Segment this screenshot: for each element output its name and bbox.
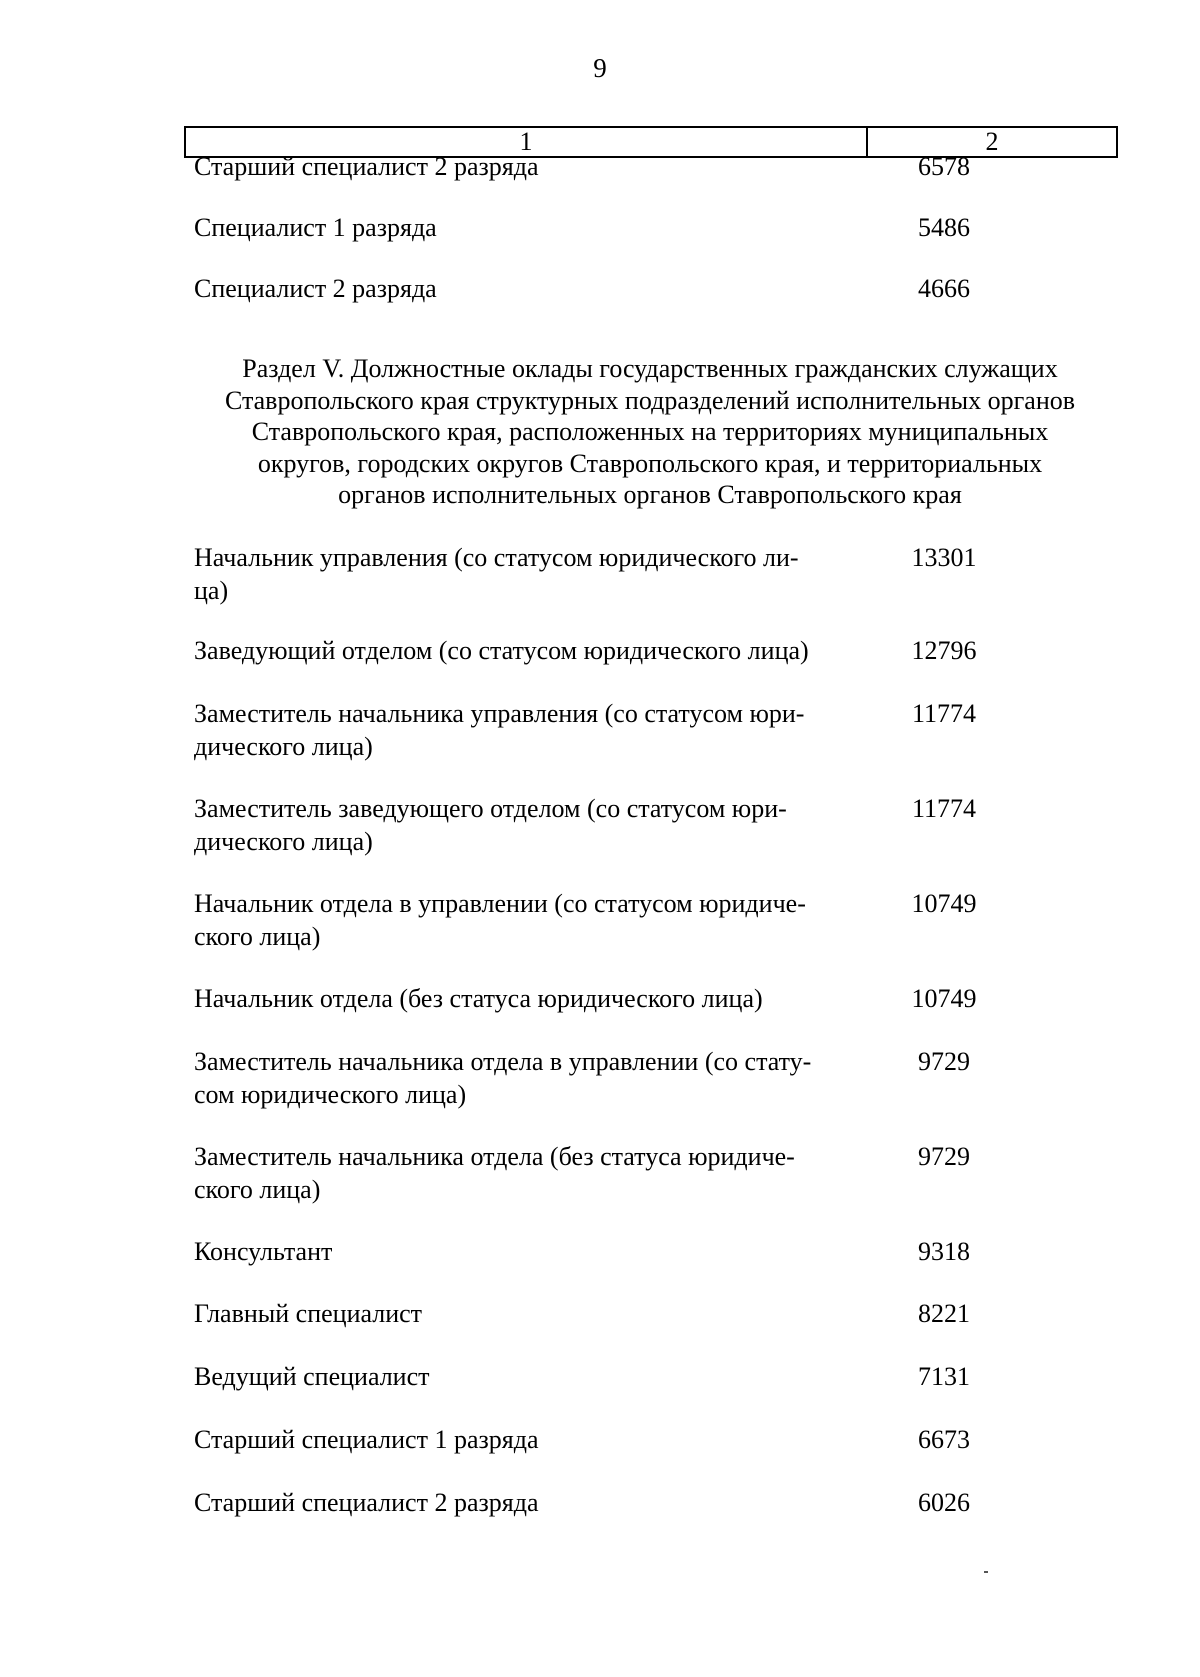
position-name-line: Начальник отдела в управлении (со статусом юридиче- xyxy=(194,889,806,918)
scan-speck xyxy=(984,1571,988,1573)
position-name-line: Начальник отдела (без статуса юридического лица) xyxy=(194,984,763,1013)
position-name xyxy=(194,697,854,763)
salary-value: 11774 xyxy=(911,699,977,728)
position-name-line: Главный специалист xyxy=(194,1299,423,1328)
table-row xyxy=(194,982,1094,1015)
salary-value: 13301 xyxy=(911,543,977,572)
table-row xyxy=(194,1360,1094,1393)
salary-value: 6578 xyxy=(918,152,970,181)
position-name-line: Консультант xyxy=(194,1237,333,1266)
column-header-1: 1 xyxy=(186,128,868,156)
page-number: 9 xyxy=(593,53,607,83)
position-name-line: Заведующий отделом (со статусом юридического лица) xyxy=(194,636,809,665)
position-name-line: Заместитель начальника отдела в управлении (со стату- xyxy=(194,1047,812,1076)
position-name-line: ца) xyxy=(194,576,229,605)
position-name xyxy=(194,792,854,858)
position-name xyxy=(194,1297,854,1330)
position-name-line: Специалист 1 разряда xyxy=(194,213,437,242)
position-name-line: Заместитель начальника отдела (без статуса юридиче- xyxy=(194,1142,795,1171)
position-name-line: ского лица) xyxy=(194,922,321,951)
position-name-line: дического лица) xyxy=(194,732,373,761)
section-title-line: Ставропольского края, расположенных на территориях муниципальных xyxy=(251,417,1049,446)
position-name-line: Заместитель начальника управления (со статусом юри- xyxy=(194,699,805,728)
table-row xyxy=(194,150,1094,183)
section-title-line: Раздел V. Должностные оклады государственных гражданских служащих xyxy=(242,354,1058,383)
salary-value: 9318 xyxy=(918,1237,970,1266)
salary-value: 12796 xyxy=(911,636,977,665)
position-name xyxy=(194,1140,854,1206)
column-header-2: 2 xyxy=(985,127,999,156)
table-row xyxy=(194,697,1094,763)
table-row xyxy=(194,211,1094,244)
position-name-line: Старший специалист 2 разряда xyxy=(194,1488,539,1517)
salary-value: 8221 xyxy=(918,1299,970,1328)
position-name xyxy=(194,1235,854,1268)
salary-value: 6026 xyxy=(918,1488,970,1517)
table-row xyxy=(194,1486,1094,1519)
section-title-line: Ставропольского края структурных подразделений исполнительных органов xyxy=(224,385,1076,415)
position-name-line: Начальник управления (со статусом юридического ли- xyxy=(194,543,799,572)
position-name xyxy=(194,272,854,305)
position-name-line: ского лица) xyxy=(194,1175,321,1204)
section-title xyxy=(180,353,1120,511)
salary-value: 6673 xyxy=(918,1425,970,1454)
position-name xyxy=(194,1045,854,1111)
table-row xyxy=(194,1297,1094,1330)
section-title-line: органов исполнительных органов Ставропольского края xyxy=(338,480,962,509)
position-name xyxy=(194,1423,854,1456)
salary-value: 10749 xyxy=(911,889,977,918)
table-row xyxy=(194,1045,1094,1111)
position-name xyxy=(194,634,854,667)
position-name-line: сом юридического лица) xyxy=(194,1080,467,1109)
salary-value: 9729 xyxy=(918,1047,970,1076)
salary-value: 9729 xyxy=(918,1142,970,1171)
salary-value: 7131 xyxy=(918,1362,970,1391)
table-row xyxy=(194,634,1094,667)
table-row xyxy=(194,792,1094,858)
position-name-line: Старший специалист 1 разряда xyxy=(194,1425,539,1454)
table-row xyxy=(194,1140,1094,1206)
salary-value: 10749 xyxy=(911,984,977,1013)
position-name xyxy=(194,211,854,244)
position-name xyxy=(194,541,854,607)
position-name-line: Специалист 2 разряда xyxy=(194,274,437,303)
position-name xyxy=(194,1486,854,1519)
position-name xyxy=(194,887,854,953)
section-title-line: округов, городских округов Ставропольского края, и территориальных xyxy=(257,448,1043,478)
position-name xyxy=(194,982,854,1015)
position-name-line: дического лица) xyxy=(194,827,373,856)
salary-value: 11774 xyxy=(911,794,977,823)
table-row xyxy=(194,887,1094,953)
table-row xyxy=(194,1235,1094,1268)
position-name-line: Ведущий специалист xyxy=(194,1362,430,1391)
salary-value: 5486 xyxy=(918,213,970,242)
table-row xyxy=(194,541,1094,607)
salary-value: 4666 xyxy=(918,274,970,303)
position-name xyxy=(194,1360,854,1393)
table-row xyxy=(194,272,1094,305)
position-name-line: Старший специалист 2 разряда xyxy=(194,152,539,181)
position-name-line: Заместитель заведующего отделом (со статусом юри- xyxy=(194,794,787,823)
table-row xyxy=(194,1423,1094,1456)
position-name xyxy=(194,150,854,183)
